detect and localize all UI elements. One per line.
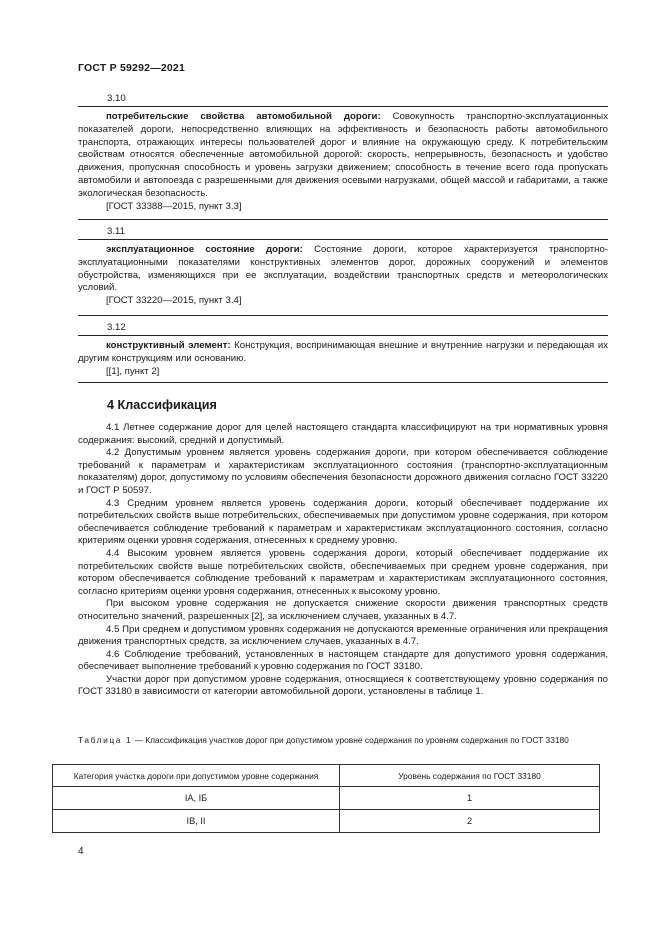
definition-term: эксплуатационное состояние дороги: [106, 244, 303, 255]
table-cell: IB, II [53, 810, 340, 833]
definition-body: Конструкция, воспринимающая внешние и внутренние нагрузки и передающая их другим конструкциям или основанию. [78, 340, 608, 364]
table-row [53, 787, 600, 810]
paragraph: 4.2 Допустимым уровнем является уровень содержания дороги, при котором обеспечивается соблюдение требований к параметрам и характеристикам эксплуатационного состояния (транспортно-эксплуатационным показателям) дорог, допустимому по условиям обеспечения безопасности дорожного движения согласно ГОСТ 33220 и ГОСТ Р 50597. [78, 447, 608, 496]
section-heading: 4 Классификация [107, 398, 217, 412]
definition-reference: [ГОСТ 33388—2015, пункт 3.3] [106, 200, 242, 212]
classification-table [52, 764, 600, 833]
table-cell: 2 [340, 810, 600, 833]
definition-term: конструктивный элемент: [106, 340, 231, 351]
table-header-row [53, 765, 600, 787]
definition-text [78, 340, 608, 366]
definition-reference: [[1], пункт 2] [106, 365, 160, 377]
table-caption-text: — Классификация участков дорог при допустимом уровне содержания по уровням содержания по ГОСТ 33180 [132, 735, 569, 745]
definition-number: 3.11 [107, 226, 125, 237]
definition-number: 3.10 [107, 93, 126, 104]
definition-box [78, 335, 608, 383]
definition-text [78, 111, 608, 201]
table-cell: 1 [340, 787, 600, 810]
paragraph: При высоком уровне содержания не допускается снижение скорости движения транспортных средств относительно значений, разрешенных [2], за исключением случаев, указанных в 4.7. [78, 598, 608, 622]
paragraph: 4.3 Средним уровнем является уровень содержания дороги, который обеспечивает поддержание их потребительских свойств выше потребительских, обеспечиваемых при допустимом уровне содержания, при котором обеспечивается соблюдение требований к параметрам и характеристикам эксплуатационного состояния, согласно критериям оценки уровня содержания, отнесенных к среднему уровню. [78, 497, 608, 547]
column-header: Категория участка дороги при допустимом уровне содержания [53, 765, 340, 787]
definition-body: Совокупность транспортно-эксплуатационных показателей дороги, непосредственно влияющих на эффективность и безопасность работы автомобильного транспорта, отражающих интересы пользователей дорог и влияние на окружающую среду. К потребительским свойствам относятся обеспеченные автомобильной дорогой: скорость, непрерывность, безопасность и удобство движения, пропускная способность и уровень загрузки движением; способность в течение всего года пропускать автомобили и автопоезда с разрешенными для движения осевыми нагрузками, общей массой и габаритами, а также экологическая безопасность. [78, 111, 608, 199]
document-header: ГОСТ Р 59292—2021 [78, 62, 186, 74]
definition-box [78, 106, 608, 220]
table-row [53, 810, 600, 833]
paragraph: 4.5 При среднем и допустимом уровнях содержания не допускаются временные ограничения или прекращения движения транспортных средств, за исключением случаев, указанных в 4.7. [78, 623, 608, 648]
definition-term: потребительские свойства автомобильной дороги: [106, 111, 381, 122]
definition-box [78, 239, 608, 316]
paragraph: 4.4 Высоким уровнем является уровень содержания дороги, который обеспечивает поддержание их потребительских свойств выше потребительских свойств, обеспечиваемых при среднем уровне содержания, при котором обеспечивается соблюдение требований к параметрам и характеристикам эксплуатационного состояния, согласно критериям оценки уровня содержания, отнесенных к высокому уровню. [78, 547, 608, 597]
definition-body: Состояние дороги, которое характеризуется транспортно-эксплуатационными показателями конструктивных элементов дорог, дорожных сооружений и элементов обустройства, изменяющихся при ее эксплуатации, воздействии транспортных средств и метеорологических условий. [78, 244, 608, 294]
paragraph: 4.6 Соблюдение требований, установленных в настоящем стандарте для допустимого уровня содержания, обеспечивает выполнение требований к уровню содержания по ГОСТ 33180. [78, 648, 608, 673]
section-body [78, 422, 608, 699]
paragraph: Участки дорог при допустимом уровне содержания, относящиеся к соответствующему уровню содержания по ГОСТ 33180 в зависимости от категории автомобильной дороги, установлены в таблице 1. [78, 673, 608, 698]
table-cell: IA, IБ [53, 787, 340, 810]
page-number: 4 [78, 846, 84, 857]
paragraph: 4.1 Летнее содержание дорог для целей настоящего стандарта классифицируют на три нормативных уровня содержания: высокий, средний и допустимый. [78, 422, 608, 446]
table-caption [78, 735, 608, 746]
column-header: Уровень содержания по ГОСТ 33180 [340, 765, 600, 787]
definition-number: 3.12 [107, 322, 126, 333]
definition-reference: [ГОСТ 33220—2015, пункт 3.4] [106, 295, 242, 307]
table-caption-label: Таблица 1 [78, 735, 133, 745]
definition-text [78, 244, 608, 295]
